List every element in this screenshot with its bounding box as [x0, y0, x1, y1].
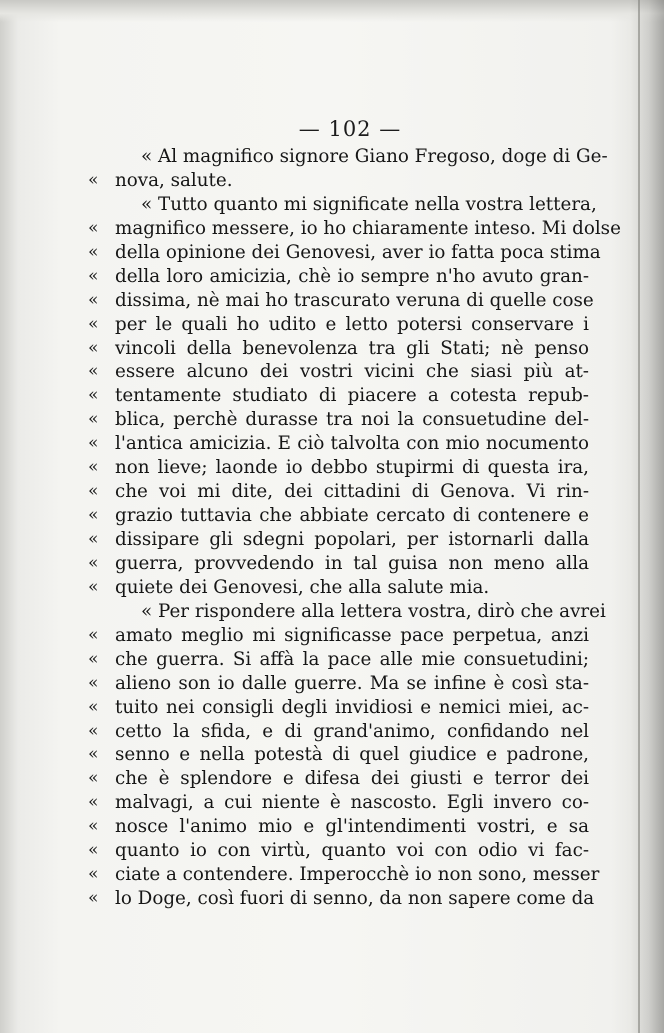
text-line — [115, 600, 606, 624]
text-line — [88, 720, 589, 744]
quotation-mark: « — [88, 433, 99, 454]
quotation-mark: « — [88, 816, 99, 837]
line-text: « Tutto quanto mi significate nella vostra lettera, — [141, 193, 597, 215]
text-line — [88, 887, 595, 911]
line-text: che guerra. Si affà la pace alle mie consuetudini; — [115, 648, 589, 670]
line-text: alieno son io dalle guerre. Ma se infine è così sta- — [115, 672, 589, 694]
quotation-mark: « — [88, 552, 99, 573]
line-text: della opinione dei Genovesi, aver io fatta poca stima — [115, 241, 601, 263]
quotation-mark: « — [88, 672, 99, 693]
text-line — [88, 241, 601, 265]
quotation-mark: « — [88, 576, 99, 597]
line-text: senno e nella potestà di quel giudice e padrone, — [115, 744, 589, 766]
text-line — [88, 217, 621, 241]
quotation-mark: « — [88, 888, 99, 909]
text-line — [88, 552, 589, 576]
line-text: blica, perchè durasse tra noi la consuetudine del- — [115, 409, 589, 431]
quotation-mark: « — [88, 768, 99, 789]
page-edge-line — [638, 0, 640, 1033]
quotation-mark: « — [88, 241, 99, 262]
quotation-mark: « — [88, 481, 99, 502]
text-line — [88, 576, 589, 600]
line-text: dissima, nè mai ho trascurato veruna di quelle cose — [115, 289, 594, 311]
line-text: della loro amicizia, chè io sempre n'ho avuto gran- — [115, 265, 589, 287]
text-line — [88, 313, 589, 337]
line-text: nova, salute. — [115, 169, 233, 191]
quotation-mark: « — [88, 792, 99, 813]
text-line — [88, 648, 589, 672]
top-page-shadow — [0, 0, 664, 22]
text-line — [88, 337, 589, 361]
quotation-mark: « — [88, 505, 99, 526]
quotation-mark: « — [88, 457, 99, 478]
line-text: l'antica amicizia. E ciò talvolta con mio nocumento — [115, 433, 589, 455]
quotation-mark: « — [88, 289, 99, 310]
line-text: nosce l'animo mio e gl'intendimenti vostri, e sa — [115, 816, 589, 838]
text-line — [88, 408, 589, 432]
quotation-mark: « — [88, 169, 99, 190]
text-line — [88, 504, 589, 528]
line-text: tuito nei consigli degli invidiosi e nemici miei, ac- — [115, 696, 589, 718]
quotation-mark: « — [88, 265, 99, 286]
quotation-mark: « — [88, 529, 99, 549]
text-line — [88, 432, 589, 456]
quotation-mark: « — [88, 840, 99, 861]
line-text: grazio tuttavia che abbiate cercato di contenere e — [115, 505, 589, 527]
text-line — [115, 193, 597, 217]
line-text: amato meglio mi significasse pace perpetua, anzi — [115, 624, 589, 646]
line-text: per le quali ho udito e letto potersi conservare i — [115, 313, 589, 335]
text-line — [88, 791, 589, 815]
quotation-mark: « — [88, 313, 99, 334]
text-line — [88, 528, 589, 552]
quotation-mark: « — [88, 385, 99, 406]
line-text: cetto la sfida, e di grand'animo, confidando nel — [115, 720, 589, 742]
text-line — [88, 360, 589, 384]
text-line — [88, 743, 589, 767]
line-text: vincoli della benevolenza tra gli Stati; nè penso — [115, 337, 589, 359]
quotation-mark: « — [88, 648, 99, 669]
line-text: che è splendore e difesa dei giusti e terror dei — [115, 768, 589, 790]
text-line — [88, 456, 589, 480]
text-line — [88, 169, 589, 193]
line-text: quiete dei Genovesi, che alla salute mia. — [115, 576, 490, 598]
text-line — [115, 145, 608, 169]
line-text: quanto io con virtù, quanto voi con odio vi fac- — [115, 840, 589, 862]
quotation-mark: « — [88, 409, 99, 430]
text-line — [88, 624, 589, 648]
quotation-mark: « — [88, 744, 99, 765]
line-text: malvagi, a cui niente è nascosto. Egli invero co- — [115, 792, 589, 814]
quotation-mark: « — [88, 720, 99, 741]
letter-body — [88, 145, 621, 911]
text-line — [88, 672, 589, 696]
text-line — [88, 265, 589, 289]
line-text: magnifico messere, io ho chiaramente inteso. Mi dolse — [115, 217, 621, 239]
line-text: che voi mi dite, dei cittadini di Genova. Vi rin- — [115, 481, 589, 503]
right-binding-shadow — [630, 0, 664, 1033]
line-text: lo Doge, così fuori di senno, da non sapere come da — [115, 888, 595, 910]
text-line — [88, 696, 589, 720]
quotation-mark: « — [88, 217, 99, 238]
line-text: non lieve; laonde io debbo stupirmi di questa ira, — [115, 457, 589, 479]
line-text: dissipare gli sdegni popolari, per istornarli dalla — [115, 529, 589, 550]
page-number: — 102 — — [298, 117, 402, 141]
quotation-mark: « — [88, 864, 99, 885]
line-text: ciate a contendere. Imperocchè io non sono, messer — [115, 864, 600, 886]
line-text: essere alcuno dei vostri vicini che siasi più at- — [115, 361, 589, 383]
quotation-mark: « — [88, 361, 99, 382]
line-text: guerra, provvedendo in tal guisa non meno alla — [115, 552, 589, 574]
text-line — [88, 767, 589, 791]
quotation-mark: « — [88, 337, 99, 358]
text-line — [88, 815, 589, 839]
quotation-mark: « — [88, 624, 99, 645]
text-line — [88, 480, 589, 504]
text-line — [88, 863, 600, 887]
text-line — [88, 384, 589, 408]
text-line — [88, 839, 589, 863]
text-line — [88, 289, 594, 313]
quotation-mark: « — [88, 696, 99, 717]
line-text: « Per rispondere alla lettera vostra, dirò che avrei — [141, 600, 606, 622]
line-text: « Al magnifico signore Giano Fregoso, doge di Ge- — [141, 146, 608, 167]
line-text: tentamente studiato di piacere a cotesta repub- — [115, 385, 589, 407]
